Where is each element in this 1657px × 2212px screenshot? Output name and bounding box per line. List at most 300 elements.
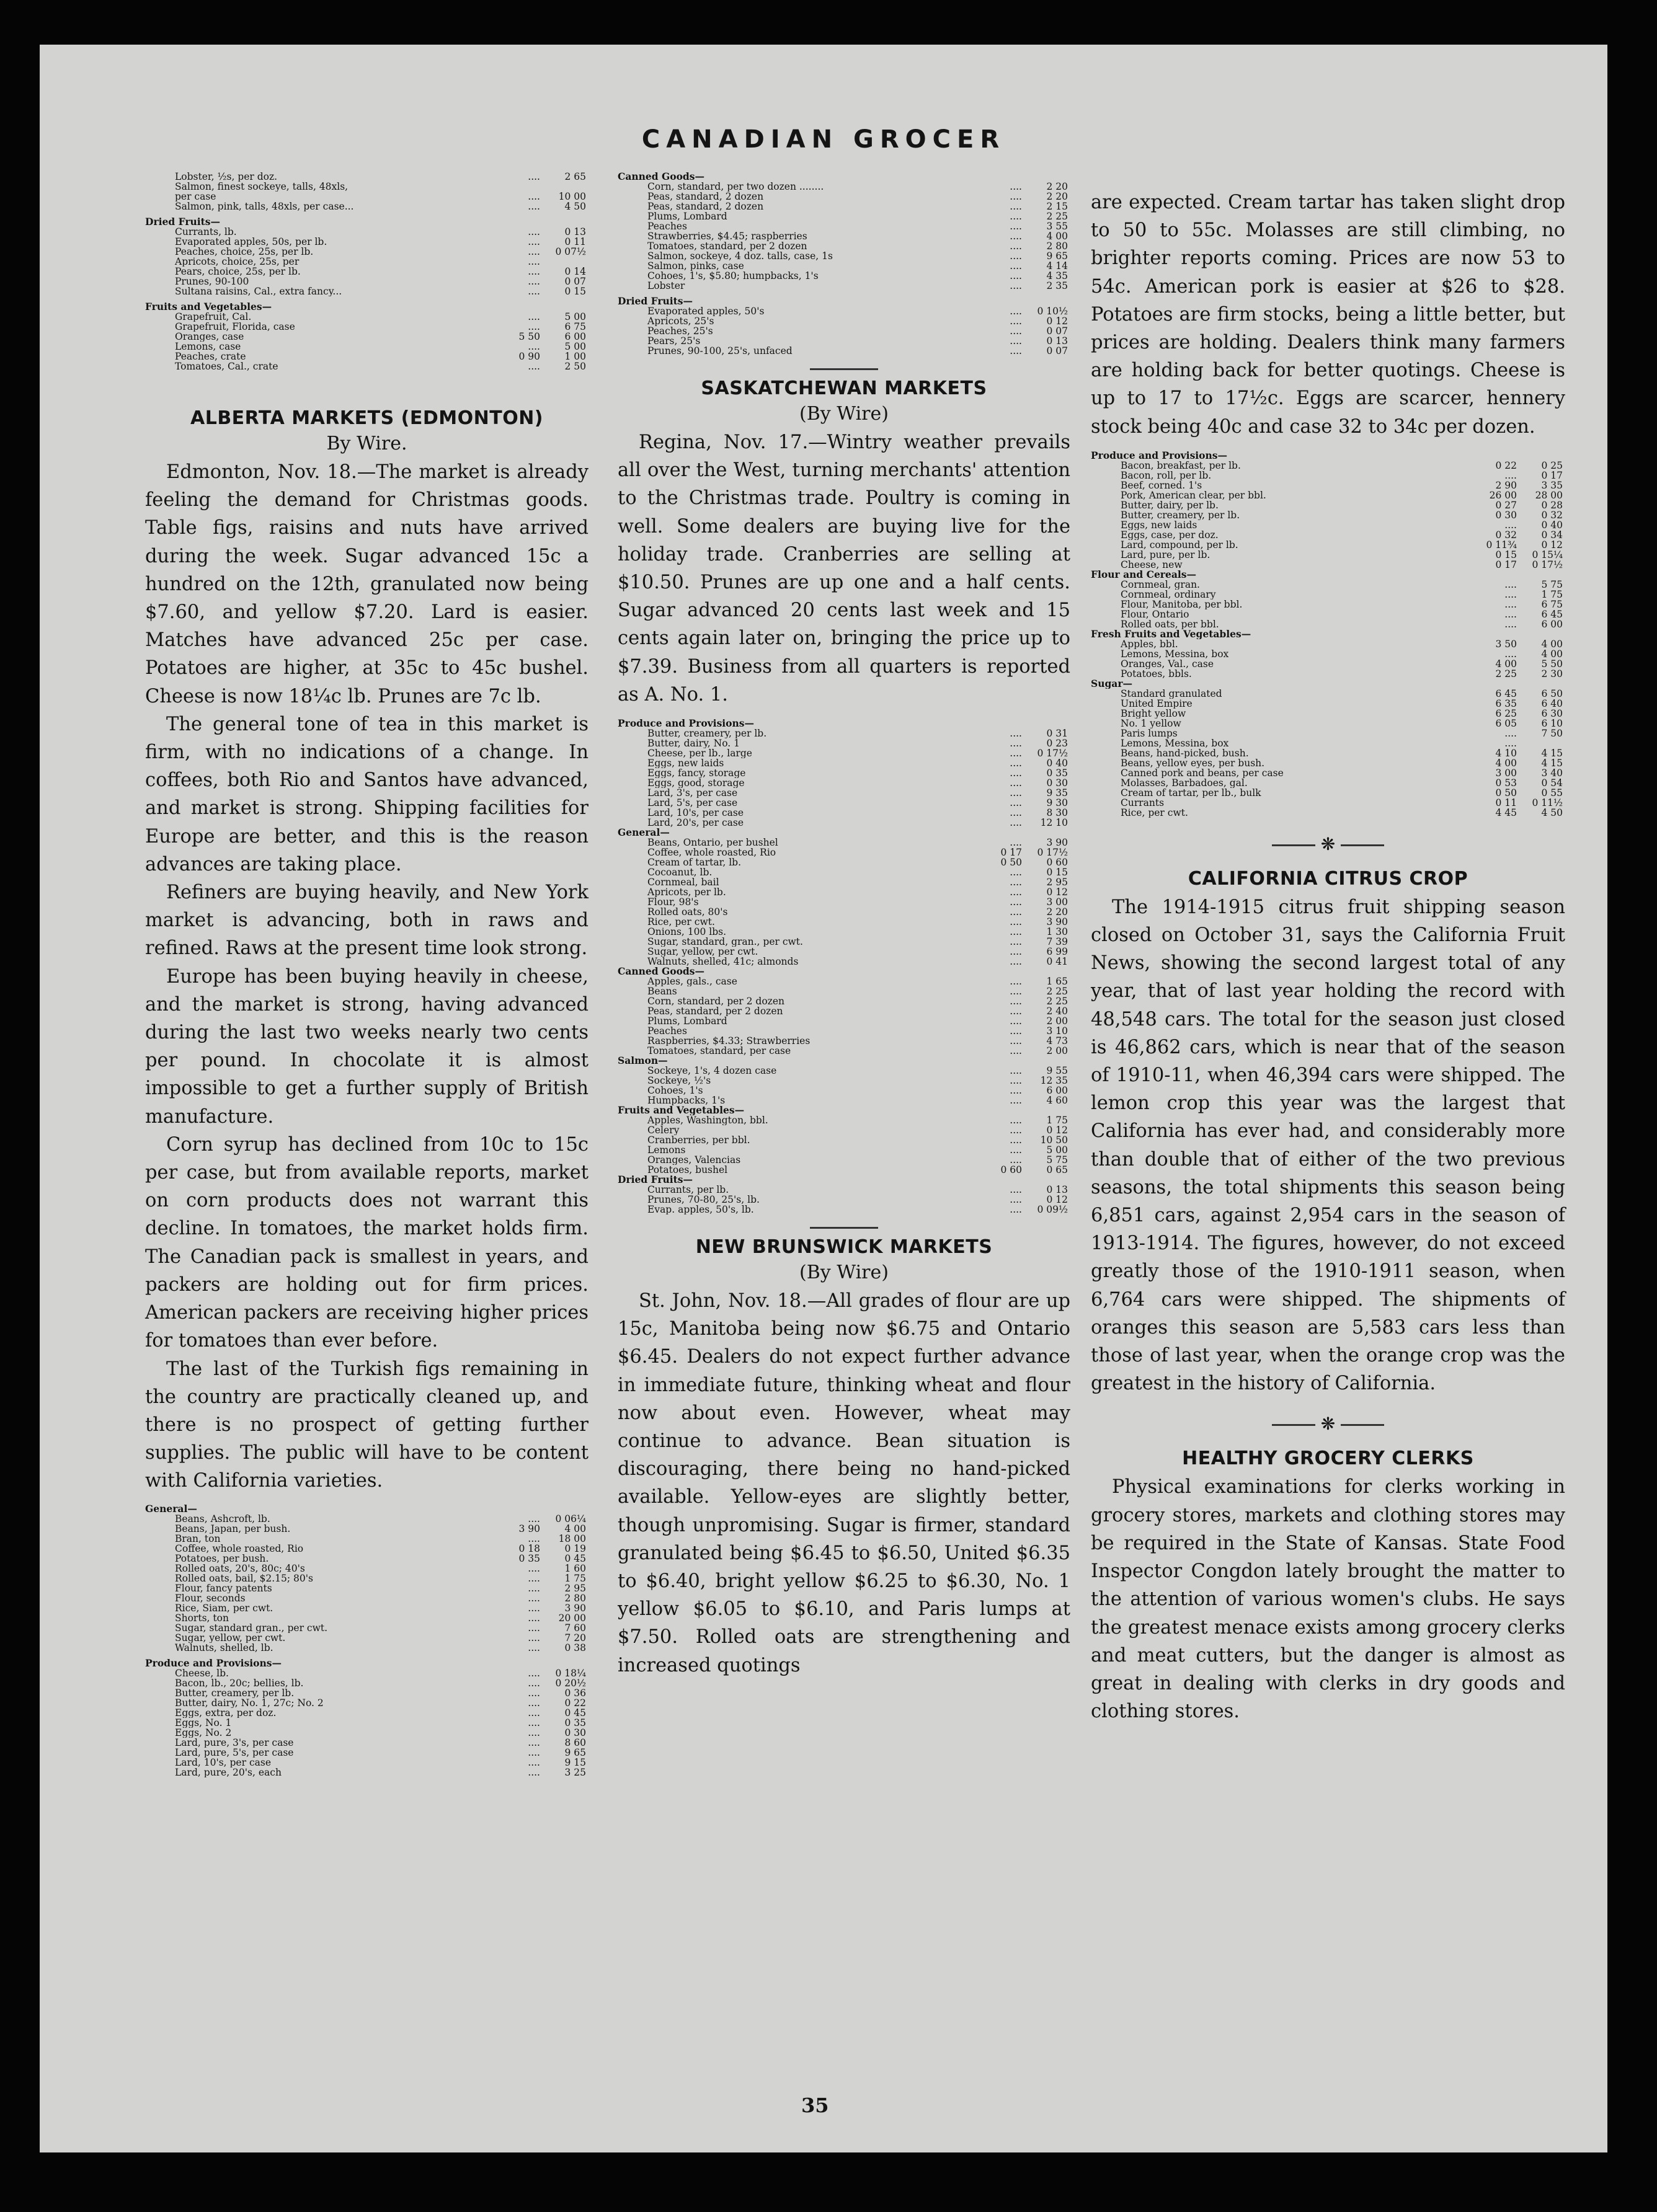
- item-name: Lard, 10's, per case: [647, 808, 744, 818]
- item-name: Walnuts, shelled, lb.: [175, 1642, 273, 1653]
- item-name: Beans, Ashcroft, lb.: [175, 1513, 270, 1524]
- section-label: Flour and Cereals—: [1091, 569, 1196, 580]
- price-row: [145, 1738, 589, 1748]
- item-name: Sugar, yellow, per cwt.: [647, 947, 758, 957]
- price-row: [145, 182, 589, 192]
- item-name: Lemons, Messina, box: [1121, 648, 1229, 659]
- price-high: 2 95: [564, 1583, 586, 1593]
- price-low: ....: [1504, 738, 1517, 748]
- price-low: ....: [1504, 609, 1517, 619]
- price-row: [1091, 709, 1565, 719]
- price-high: 7 20: [564, 1632, 586, 1643]
- price-row: [1091, 649, 1565, 659]
- price-row: [618, 937, 1070, 947]
- price-low: ....: [528, 1757, 540, 1767]
- item-name: Eggs, No. 1: [175, 1717, 232, 1728]
- price-low: ....: [1010, 808, 1022, 818]
- price-row: [1091, 510, 1565, 520]
- ornament-divider: ❋: [1091, 1413, 1565, 1434]
- price-high: 6 45: [1541, 609, 1563, 619]
- price-high: 7 60: [564, 1622, 586, 1633]
- price-low: ....: [1010, 221, 1022, 231]
- paragraph: are expected. Cream tartar has taken slight drop to 50 to 55c. Molasses are still climbing, no brighter reports coming. Prices are now 53 to 54c. American pork is easier at $26 to $28. Potatoes are firm stocks, being a little better, but prices are holding. Dealers think many farmers are holding back for better quotings. Cheese is up to 17 to 17½c. Eggs are scarcer, hennery stock being 40c and case 32 to 34c per dozen.: [1091, 192, 1565, 438]
- item-name: Oranges, case: [175, 332, 244, 342]
- price-low: 0 22: [1495, 460, 1517, 471]
- price-high: 0 45: [564, 1707, 586, 1718]
- price-low: ....: [528, 257, 540, 267]
- price-low: 0 50: [1495, 787, 1517, 798]
- item-name: Bran, ton: [175, 1533, 221, 1544]
- item-name: Apples, gals., case: [647, 976, 737, 987]
- price-low: ....: [528, 1688, 540, 1698]
- price-low: ....: [1010, 738, 1022, 749]
- clerks-article: [1091, 1473, 1565, 1725]
- section-header-row: [145, 1658, 589, 1668]
- price-low: 2 90: [1495, 480, 1517, 490]
- price-high: 2 20: [1046, 907, 1068, 918]
- price-row: [618, 346, 1070, 356]
- price-low: ....: [528, 1767, 540, 1777]
- price-low: ....: [1504, 648, 1517, 659]
- price-high: 6 00: [1046, 1086, 1068, 1096]
- price-row: [145, 1698, 589, 1708]
- price-low: ....: [1010, 192, 1022, 201]
- section-label: Produce and Provisions—: [618, 719, 755, 729]
- item-name: Butter, dairy, No. 1, 27c; No. 2: [175, 1697, 324, 1708]
- paragraph: Corn syrup has declined from 10c to 15c per case, but from available reports, market on corn products does not warrant this decline. In tomatoes, the market holds firm. The Canadian pack is smallest in years, and packers are holding out for firm prices. American packers are receiving higher prices for tomatoes than ever before.: [145, 1133, 589, 1352]
- price-row: [145, 1718, 589, 1728]
- price-row: [618, 281, 1070, 291]
- price-high: 2 80: [1046, 241, 1068, 251]
- price-low: ....: [1010, 1016, 1022, 1027]
- price-row: [618, 857, 1070, 867]
- price-low: 3 90: [518, 1523, 540, 1534]
- section-label: Dried Fruits—: [618, 296, 693, 306]
- price-row: [145, 352, 589, 361]
- price-row: [618, 887, 1070, 897]
- price-high: 4 73: [1046, 1036, 1068, 1046]
- price-row: [618, 1145, 1070, 1155]
- price-row: [145, 312, 589, 322]
- price-high: 5 00: [1046, 1145, 1068, 1156]
- price-row: [1091, 659, 1565, 669]
- price-high: 0 12: [1541, 539, 1563, 550]
- new-brunswick-article: [618, 1287, 1070, 1679]
- price-row: [618, 728, 1070, 738]
- section-label: Produce and Provisions—: [145, 1658, 282, 1668]
- item-name: Butter, creamery, per lb.: [647, 728, 767, 739]
- price-low: ....: [1010, 1155, 1022, 1166]
- price-row: [145, 332, 589, 342]
- item-name: Lard, compound, per lb.: [1121, 539, 1238, 550]
- item-name: Lard, 20's, per case: [647, 818, 744, 828]
- price-high: 6 00: [564, 332, 586, 342]
- item-name: Oranges, Valencias: [647, 1155, 741, 1166]
- item-name: Walnuts, shelled, 41c; almonds: [647, 957, 799, 967]
- price-low: ....: [528, 1583, 540, 1593]
- price-low: ....: [528, 201, 540, 211]
- item-name: Currants, lb.: [175, 227, 237, 237]
- price-high: 4 00: [564, 1523, 586, 1534]
- price-row: [1091, 550, 1565, 560]
- price-high: 0 60: [1046, 857, 1068, 868]
- price-row: [1091, 619, 1565, 629]
- section-label: General—: [145, 1503, 197, 1514]
- price-row: [618, 1165, 1070, 1175]
- item-name: Coffee, whole roasted, Rio: [647, 847, 776, 858]
- item-name: Grapefruit, Florida, case: [175, 322, 295, 332]
- price-high: 3 40: [1541, 768, 1563, 778]
- price-low: ....: [528, 192, 540, 201]
- price-row: [618, 877, 1070, 887]
- item-name: Pork, American clear, per bbl.: [1121, 490, 1266, 500]
- price-high: 6 75: [1541, 599, 1563, 609]
- item-name: Cohoes, 1's, $5.80; humpbacks, 1's: [647, 271, 819, 281]
- price-row: [1091, 480, 1565, 490]
- price-row: [1091, 719, 1565, 728]
- section-header-row: [618, 1175, 1070, 1185]
- ornament-divider: ❋: [1091, 834, 1565, 854]
- price-row: [618, 221, 1070, 231]
- item-name: Bacon, roll, per lb.: [1121, 470, 1212, 480]
- price-high: 6 75: [564, 322, 586, 332]
- price-low: 5 50: [518, 332, 540, 342]
- price-low: 3 50: [1495, 639, 1517, 649]
- price-high: 18 00: [558, 1533, 586, 1544]
- price-row: [618, 241, 1070, 251]
- item-name: Cheese, new: [1121, 559, 1183, 570]
- price-high: 4 15: [1541, 748, 1563, 758]
- price-low: ....: [528, 1727, 540, 1738]
- price-low: ....: [1010, 927, 1022, 937]
- price-row: [618, 976, 1070, 986]
- price-row: [618, 798, 1070, 808]
- item-name: Beans, Ontario, per bushel: [647, 838, 778, 848]
- price-low: ....: [1010, 867, 1022, 878]
- item-name: Peaches, 25's: [647, 326, 713, 336]
- price-row: [618, 1185, 1070, 1195]
- item-name: Peaches: [647, 1026, 687, 1037]
- price-row: [145, 1633, 589, 1643]
- item-name: Pears, 25's: [647, 336, 701, 346]
- price-high: 2 35: [1046, 281, 1068, 291]
- price-high: 3 00: [1046, 897, 1068, 908]
- paragraph: Edmonton, Nov. 18.—The market is already feeling the demand for Christmas goods. Table figs, raisins and nuts have arrived during the week. Sugar advanced 15c a hundred on the 12th, granulated now being $7.60, and yellow $7.20. Lard is easier. Matches have advanced 25c per case. Potatoes are higher, at 35c to 45c bushel. Cheese is now 18¼c lb. Prunes are 7c lb.: [145, 461, 589, 707]
- price-low: ....: [1504, 599, 1517, 609]
- price-high: 2 95: [1046, 877, 1068, 888]
- price-low: ....: [528, 1717, 540, 1728]
- price-high: 4 15: [1541, 758, 1563, 768]
- price-high: 1 65: [1046, 976, 1068, 987]
- price-low: 0 32: [1495, 529, 1517, 540]
- price-high: 6 99: [1046, 947, 1068, 957]
- price-row: [145, 1583, 589, 1593]
- price-row: [618, 957, 1070, 967]
- price-row: [618, 1016, 1070, 1026]
- price-high: 0 45: [564, 1553, 586, 1564]
- price-row: [1091, 540, 1565, 550]
- item-name: Sugar, standard, gran., per cwt.: [647, 937, 803, 947]
- price-high: 6 30: [1541, 708, 1563, 719]
- item-name: Butter, creamery, per lb.: [175, 1688, 295, 1698]
- price-row: [618, 1195, 1070, 1205]
- price-high: 4 00: [1541, 639, 1563, 649]
- item-name: Bright yellow: [1121, 708, 1186, 719]
- price-high: 9 15: [564, 1757, 586, 1767]
- price-row: [1091, 639, 1565, 649]
- spacer-row: [145, 1653, 589, 1658]
- price-high: [1517, 738, 1565, 748]
- price-low: ....: [528, 1613, 540, 1623]
- price-high: 3 55: [1046, 221, 1068, 231]
- item-name: Oranges, Val., case: [1121, 658, 1214, 669]
- price-row: [1091, 520, 1565, 530]
- item-name: Cheese, lb.: [175, 1668, 229, 1678]
- item-name: Potatoes, bbls.: [1121, 668, 1192, 679]
- price-low: ....: [1010, 986, 1022, 997]
- price-row: [618, 1125, 1070, 1135]
- price-table: [145, 172, 589, 371]
- price-row: [1091, 461, 1565, 471]
- price-row: [1091, 609, 1565, 619]
- price-low: ....: [528, 1622, 540, 1633]
- price-low: ....: [528, 1513, 540, 1524]
- price-high: 0 41: [1046, 957, 1068, 967]
- column-1: [145, 172, 589, 1777]
- section-label: Fruits and Vegetables—: [145, 302, 272, 312]
- price-low: ....: [528, 1563, 540, 1573]
- price-row: [145, 1623, 589, 1633]
- item-name: Sockeye, 1's, 4 dozen case: [647, 1066, 777, 1076]
- price-high: 9 65: [1046, 251, 1068, 261]
- price-low: ....: [528, 286, 540, 296]
- item-name: Cornmeal, ordinary: [1121, 589, 1216, 599]
- price-high: 2 15: [1046, 201, 1068, 211]
- item-name: Currants, per lb.: [647, 1185, 729, 1195]
- price-low: 26 00: [1489, 490, 1517, 500]
- item-name: Celery: [647, 1125, 680, 1136]
- price-row: [145, 257, 589, 267]
- price-low: 2 25: [1495, 668, 1517, 679]
- price-high: 0 07: [1046, 346, 1068, 356]
- price-low: ....: [528, 267, 540, 276]
- item-name: Peas, standard, 2 dozen: [647, 192, 764, 201]
- price-high: 1 75: [564, 1573, 586, 1583]
- price-low: ....: [528, 1573, 540, 1583]
- saskatchewan-subheading: (By Wire): [799, 403, 889, 425]
- price-low: 0 50: [1000, 857, 1022, 868]
- item-name: Peaches, choice, 25s, per lb.: [175, 247, 314, 257]
- section-label: Produce and Provisions—: [1091, 450, 1228, 461]
- price-high: 5 75: [1541, 579, 1563, 590]
- price-row: [145, 247, 589, 257]
- price-high: 0 23: [1046, 738, 1068, 749]
- item-name: Lemons: [647, 1145, 686, 1156]
- item-name: Currants: [1121, 797, 1165, 808]
- price-row: [618, 271, 1070, 281]
- price-high: 0 40: [1046, 758, 1068, 769]
- price-low: ....: [528, 276, 540, 286]
- price-row: [145, 286, 589, 296]
- price-low: 4 45: [1495, 807, 1517, 818]
- price-row: [1091, 689, 1565, 699]
- price-high: 2 00: [1046, 1016, 1068, 1027]
- price-low: 4 00: [1495, 658, 1517, 669]
- divider: [810, 1227, 878, 1229]
- item-name: Rolled oats, 20's, 80c; 40's: [175, 1563, 305, 1573]
- price-row: [1091, 768, 1565, 778]
- price-high: 9 55: [1046, 1066, 1068, 1076]
- price-high: 2 30: [1541, 668, 1563, 679]
- item-name: Shorts, ton: [175, 1613, 229, 1623]
- price-row: [145, 1748, 589, 1758]
- masthead: CANADIAN GROCER: [641, 125, 1006, 154]
- price-row: [145, 276, 589, 286]
- saskatchewan-article: [618, 428, 1070, 709]
- price-row: [145, 1767, 589, 1777]
- price-high: 4 14: [1046, 261, 1068, 271]
- price-low: ....: [1010, 1076, 1022, 1086]
- price-low: 6 25: [1495, 708, 1517, 719]
- price-row: [618, 251, 1070, 261]
- price-row: [1091, 471, 1565, 480]
- column-3: [1091, 188, 1565, 1725]
- item-name: Eggs, fancy, storage: [647, 768, 746, 779]
- price-high: 4 50: [564, 201, 586, 211]
- section-label: Salmon—: [618, 1056, 668, 1066]
- price-high: 0 38: [564, 1642, 586, 1653]
- price-low: ....: [1010, 887, 1022, 898]
- price-low: ....: [528, 172, 540, 182]
- price-row: [145, 227, 589, 237]
- price-high: 0 22: [564, 1697, 586, 1708]
- price-high: 3 35: [1541, 480, 1563, 490]
- price-low: ....: [1010, 1095, 1022, 1106]
- price-high: 12 10: [1040, 818, 1068, 828]
- price-high: 0 13: [1046, 1185, 1068, 1195]
- price-high: 0 55: [1541, 787, 1563, 798]
- price-row: [145, 361, 589, 371]
- price-low: ....: [1010, 1185, 1022, 1195]
- price-high: 1 60: [564, 1563, 586, 1573]
- item-name: Lobster: [647, 281, 685, 291]
- price-low: ....: [1010, 1135, 1022, 1146]
- price-row: [1091, 699, 1565, 709]
- section-label: Dried Fruits—: [145, 217, 221, 227]
- item-name: Rice, Siam, per cwt.: [175, 1603, 273, 1613]
- price-low: ....: [528, 227, 540, 237]
- section-header-row: [618, 1105, 1070, 1115]
- item-name: Butter, creamery, per lb.: [1121, 510, 1240, 520]
- item-name: Raspberries, $4.33; Strawberries: [647, 1036, 811, 1046]
- price-low: 3 00: [1495, 768, 1517, 778]
- price-high: 10 00: [558, 192, 586, 201]
- citrus-heading: CALIFORNIA CITRUS CROP: [1188, 867, 1468, 890]
- price-row: [145, 1573, 589, 1583]
- price-high: 0 18¼: [555, 1668, 586, 1678]
- item-name: per case: [175, 192, 216, 201]
- price-high: 0 15: [564, 286, 586, 296]
- item-name: Corn, standard, per two dozen ........: [647, 182, 824, 192]
- price-low: ....: [528, 1737, 540, 1748]
- price-low: ....: [1010, 748, 1022, 759]
- price-low: ....: [1010, 231, 1022, 241]
- price-low: ....: [528, 237, 540, 247]
- price-row: [618, 947, 1070, 957]
- price-high: 0 12: [1046, 1125, 1068, 1136]
- item-name: Eggs, good, storage: [647, 778, 745, 789]
- price-row: [618, 738, 1070, 748]
- price-high: 1 00: [564, 352, 586, 361]
- price-row: [1091, 748, 1565, 758]
- price-high: 0 19: [564, 1543, 586, 1554]
- price-row: [1091, 788, 1565, 798]
- price-high: 0 10½: [1037, 306, 1068, 316]
- price-row: [618, 847, 1070, 857]
- price-high: 0 25: [1541, 460, 1563, 471]
- price-row: [1091, 560, 1565, 570]
- price-low: 0 27: [1495, 500, 1517, 510]
- item-name: Eggs, No. 2: [175, 1727, 232, 1738]
- price-row: [618, 838, 1070, 847]
- item-name: Eggs, new laids: [647, 758, 724, 769]
- item-name: Flour, fancy patents: [175, 1583, 272, 1593]
- price-low: ....: [1010, 336, 1022, 346]
- price-low: ....: [1010, 1006, 1022, 1017]
- price-low: ....: [1010, 1125, 1022, 1136]
- price-low: ....: [1010, 937, 1022, 947]
- item-name: Lard, 10's, per case: [175, 1757, 271, 1767]
- item-name: Grapefruit, Cal.: [175, 312, 252, 322]
- price-row: [618, 1155, 1070, 1165]
- price-high: 1 30: [1046, 927, 1068, 937]
- item-name: Beans, Japan, per bush.: [175, 1523, 291, 1534]
- price-row: [618, 758, 1070, 768]
- price-row: [1091, 798, 1565, 808]
- item-name: Cornmeal, gran.: [1121, 579, 1200, 590]
- price-low: ....: [1504, 470, 1517, 480]
- price-low: 0 35: [518, 1553, 540, 1564]
- price-row: [1091, 590, 1565, 599]
- price-row: [618, 1205, 1070, 1214]
- price-low: [494, 182, 540, 192]
- section-header-row: [1091, 629, 1565, 639]
- price-high: 3 90: [1046, 838, 1068, 848]
- price-row: [145, 1643, 589, 1653]
- price-row: [145, 1688, 589, 1698]
- price-row: [618, 1036, 1070, 1046]
- item-name: Sockeye, ½'s: [647, 1076, 711, 1086]
- price-low: ....: [1010, 996, 1022, 1007]
- price-row: [1091, 758, 1565, 768]
- price-high: 0 06¼: [555, 1513, 586, 1524]
- item-name: Flour, seconds: [175, 1593, 246, 1603]
- price-row: [145, 1534, 589, 1544]
- clerks-heading: HEALTHY GROCERY CLERKS: [1182, 1448, 1474, 1470]
- item-name: Salmon, pink, talls, 48xls, per case...: [175, 201, 354, 211]
- price-high: 9 35: [1046, 788, 1068, 799]
- price-row: [618, 867, 1070, 877]
- item-name: Peas, standard, per 2 dozen: [647, 1006, 783, 1017]
- price-row: [618, 211, 1070, 221]
- price-high: 0 11: [564, 237, 586, 247]
- price-low: ....: [1010, 1036, 1022, 1046]
- price-low: ....: [528, 1533, 540, 1544]
- divider: [810, 368, 878, 370]
- item-name: No. 1 yellow: [1121, 718, 1181, 728]
- price-high: 4 00: [1046, 231, 1068, 241]
- paragraph: Europe has been buying heavily in cheese, and the market is strong, having advanced during the last two weeks nearly two cents per pound. In chocolate it is almost impossible to get a further supply of British manufacture.: [145, 965, 589, 1128]
